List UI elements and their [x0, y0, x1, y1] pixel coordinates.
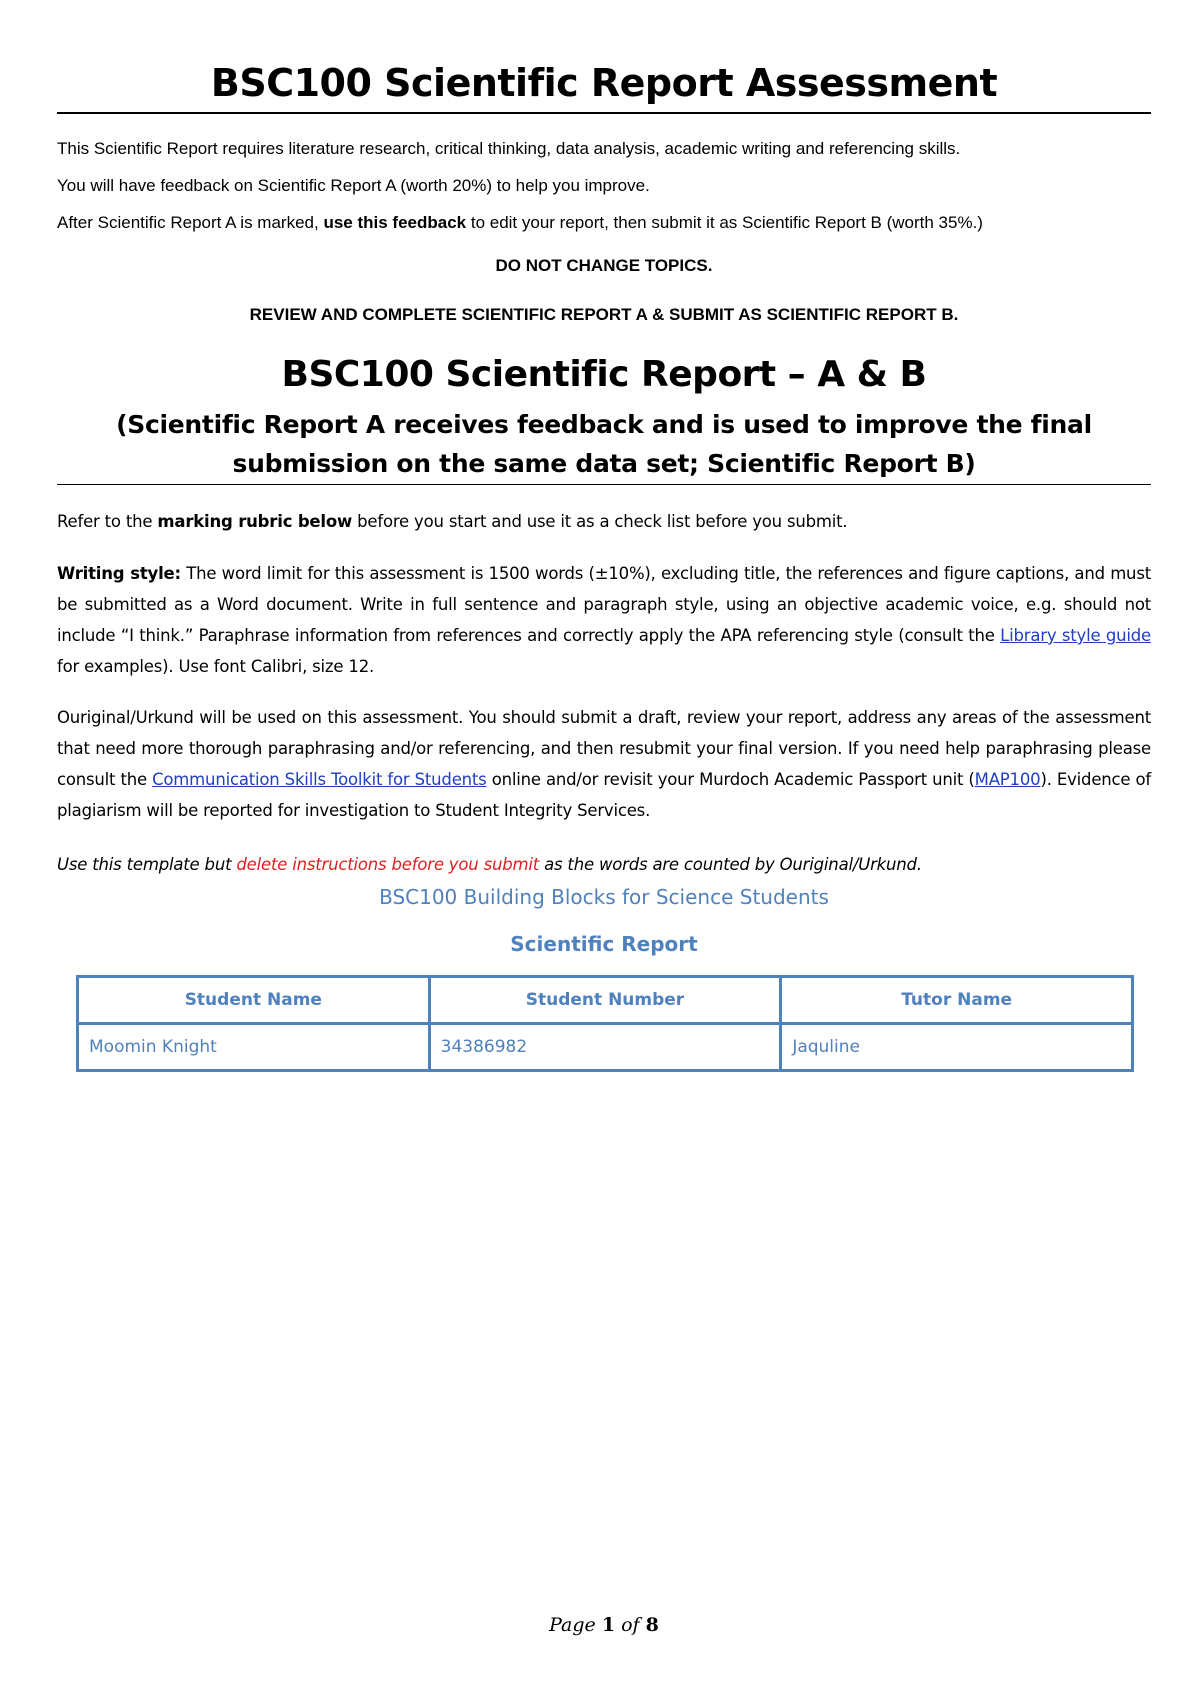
page-footer	[57, 1614, 1151, 1636]
section-subtitle-line-2: submission on the same data set; Scientific Report B)	[232, 449, 976, 478]
refer-post: before you start and use it as a check list before you submit.	[352, 512, 848, 531]
intro-line-1: This Scientific Report requires literature research, critical thinking, data analysis, academic writing and referencing skills.	[57, 139, 961, 158]
tutor-name-header: Tutor Name	[781, 977, 1133, 1024]
intro-line-3	[57, 213, 1151, 233]
intro-line-3-post: to edit your report, then submit it as Scientific Report B (worth 35%.)	[466, 213, 983, 232]
library-style-guide-link[interactable]: Library style guide	[1000, 626, 1151, 645]
template-note	[57, 849, 1151, 880]
writing-style-text-1: The word limit for this assessment is 1500 words (±10%), excluding title, the references and figure captions, and must be submitted as a Word document. Write in full sentence and paragraph style, using an objective academic voice, e.g. should not include “I think.” Paraphrase information from references and correctly apply the APA referencing style (consult the	[57, 564, 1151, 645]
of-word: of	[621, 1614, 640, 1636]
title-underline	[57, 112, 1151, 114]
section-subtitle	[57, 405, 1151, 483]
page-total: 8	[645, 1614, 659, 1636]
table-row	[78, 1024, 1133, 1071]
caps-notice-1: DO NOT CHANGE TOPICS.	[495, 256, 713, 275]
page-title: BSC100 Scientific Report Assessment	[210, 61, 998, 105]
section-underline	[57, 484, 1151, 485]
template-note-red: delete instructions before you submit	[236, 855, 540, 874]
writing-style-text-2: for examples). Use font Calibri, size 12.	[57, 657, 375, 676]
page-number: 1	[601, 1614, 616, 1636]
intro-line-3-pre: After Scientific Report A is marked,	[57, 213, 324, 232]
communication-skills-toolkit-link[interactable]: Communication Skills Toolkit for Students	[152, 770, 487, 789]
report-title: Scientific Report	[510, 932, 698, 956]
student-info-table	[76, 975, 1134, 1072]
refer-bold: marking rubric below	[157, 512, 353, 531]
table-header-row	[78, 977, 1133, 1024]
template-note-post: as the words are counted by Ouriginal/Urkund.	[539, 855, 922, 874]
ouriginal-text-1: Ouriginal/Urkund will be used on this assessment. You should submit a draft, review your report, address any areas of the assessment that need more thorough paraphrasing and/or referencing, and then resubmit your final version. If you need help paraphrasing please consult the	[57, 708, 1151, 789]
section-title: BSC100 Scientific Report – A & B	[281, 354, 927, 395]
ouriginal-text-2: online and/or revisit your Murdoch Academic Passport unit (	[486, 770, 975, 789]
student-number-header: Student Number	[429, 977, 781, 1024]
intro-line-3-bold: use this feedback	[323, 213, 467, 232]
section-subtitle-line-1: (Scientific Report A receives feedback and is used to improve the final	[116, 410, 1092, 439]
ouriginal-paragraph	[57, 702, 1151, 826]
page-word: Page	[549, 1614, 596, 1636]
course-title: BSC100 Building Blocks for Science Students	[379, 885, 829, 909]
student-name-header: Student Name	[78, 977, 430, 1024]
intro-line-2: You will have feedback on Scientific Report A (worth 20%) to help you improve.	[57, 176, 650, 195]
refer-pre: Refer to the	[57, 512, 158, 531]
refer-paragraph	[57, 506, 1151, 537]
student-number-cell[interactable]: 34386982	[429, 1024, 781, 1071]
writing-style-paragraph	[57, 558, 1151, 682]
tutor-name-cell[interactable]: Jaquline	[781, 1024, 1133, 1071]
student-name-cell[interactable]: Moomin Knight	[78, 1024, 430, 1071]
map100-link[interactable]: MAP100	[974, 770, 1041, 789]
caps-notice-2: REVIEW AND COMPLETE SCIENTIFIC REPORT A & SUBMIT AS SCIENTIFIC REPORT B.	[249, 305, 959, 324]
template-note-pre: Use this template but	[57, 855, 237, 874]
ouriginal-text-3: ). Evidence of plagiarism will be reported for investigation to Student Integrity Services.	[57, 770, 1151, 820]
writing-style-label: Writing style:	[57, 564, 181, 583]
